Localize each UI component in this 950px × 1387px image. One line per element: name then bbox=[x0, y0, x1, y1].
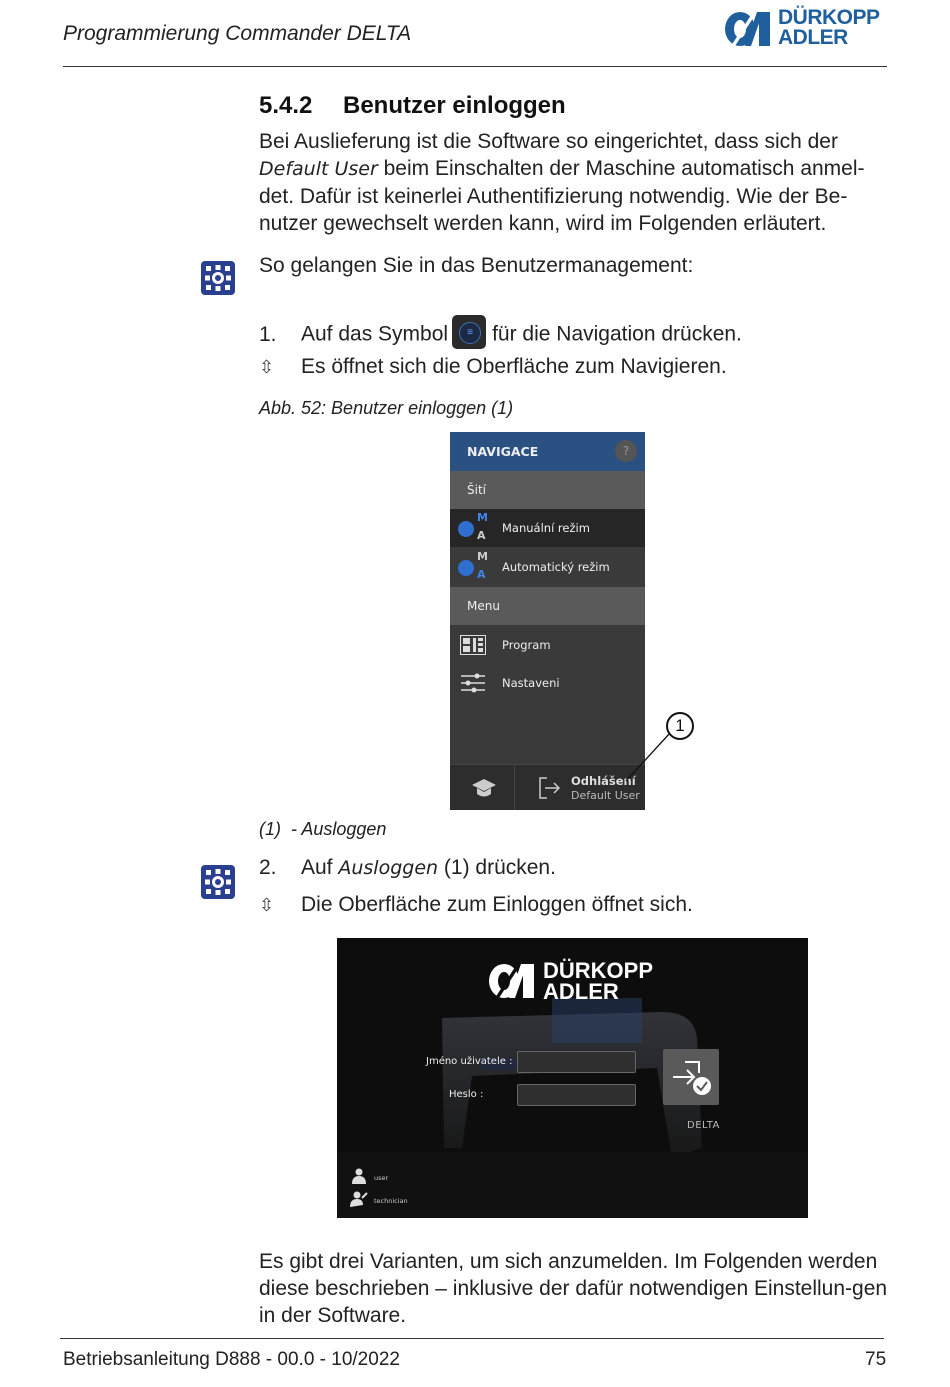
nav-item-label: Nastaveni bbox=[502, 676, 560, 690]
intro-paragraph bbox=[259, 128, 889, 237]
header-rule bbox=[63, 66, 887, 67]
lead-text: So gelangen Sie in das Benutzermanagement: bbox=[259, 254, 694, 277]
callout-number: 1 bbox=[666, 712, 694, 740]
delta-brand: DELTA bbox=[687, 1120, 720, 1131]
result-arrow-icon: ⇳ bbox=[259, 895, 275, 915]
step-1-result-text: Es öffnet sich die Oberfläche zum Navigieren. bbox=[301, 355, 727, 378]
logo-text-line1: DÜRKOPP bbox=[778, 6, 880, 29]
login-screenshot bbox=[337, 938, 808, 1218]
page-number: 75 bbox=[865, 1349, 887, 1370]
nav-item-program[interactable] bbox=[450, 626, 645, 664]
login-logo-line2: ADLER bbox=[543, 979, 619, 1004]
section-heading bbox=[259, 92, 566, 120]
nav-item-label: Program bbox=[502, 638, 551, 652]
logo-mark-icon bbox=[723, 8, 775, 50]
login-button[interactable] bbox=[663, 1049, 719, 1105]
operator-panel-icon bbox=[200, 260, 236, 296]
section-title: Benutzer einloggen bbox=[343, 92, 566, 119]
nav-section-label: Menu bbox=[467, 599, 500, 613]
legend-number: (1) bbox=[259, 819, 281, 839]
section-number: 5.4.2 bbox=[259, 92, 313, 119]
username-input[interactable] bbox=[517, 1051, 636, 1073]
login-logo-line1: DÜRKOPP bbox=[543, 958, 654, 983]
step-2-result bbox=[259, 893, 693, 917]
step-1 bbox=[259, 318, 742, 352]
settings-sliders-icon bbox=[461, 673, 485, 693]
mode-icon: M A bbox=[458, 511, 494, 545]
help-icon[interactable]: ? bbox=[615, 440, 637, 462]
step-2-number: 2. bbox=[259, 856, 277, 879]
logo-text-line2: ADLER bbox=[778, 26, 848, 49]
result-arrow-icon: ⇳ bbox=[259, 357, 275, 377]
user-item-user[interactable]: user bbox=[374, 1174, 389, 1182]
step-1-text-before: Auf das Symbol bbox=[301, 322, 449, 346]
nav-item-label: Manuální režim bbox=[502, 521, 590, 535]
step-2 bbox=[259, 856, 556, 880]
running-header-title: Programmierung Commander DELTA bbox=[63, 22, 412, 45]
figure-caption: Abb. 52: Benutzer einloggen (1) bbox=[259, 398, 514, 418]
logout-label: Odhlášení bbox=[571, 774, 636, 788]
logout-user: Default User bbox=[571, 789, 640, 802]
username-label: Jméno uživatele : bbox=[426, 1056, 513, 1067]
login-logo-mark-icon bbox=[487, 960, 539, 1002]
intro-text-2: beim Einschalten der Maschine automatisch anmel-det. Dafür ist keinerlei Authentifizierung notwendig. Wie der Be-nutzer gewechselt werden kann, wird im Folgenden erläutert. bbox=[259, 157, 865, 235]
nav-header bbox=[450, 432, 645, 471]
legend-text: - Ausloggen bbox=[291, 819, 387, 839]
step-2-italic: Ausloggen bbox=[338, 857, 439, 879]
nav-item-settings[interactable] bbox=[450, 664, 645, 702]
step-2-result-text: Die Oberfläche zum Einloggen öffnet sich. bbox=[301, 893, 693, 916]
operator-panel-icon bbox=[200, 864, 236, 900]
step-2-text-before: Auf bbox=[301, 856, 339, 879]
step-1-number: 1. bbox=[259, 322, 277, 346]
intro-text-1: Bei Auslieferung ist die Software so eingerichtet, dass sich der bbox=[259, 130, 838, 153]
nav-section-label: Šití bbox=[467, 483, 486, 497]
nav-item-label: Automatický režim bbox=[502, 560, 610, 574]
password-label: Heslo : bbox=[449, 1089, 484, 1100]
footer-document-id: Betriebsanleitung D888 - 00.0 - 10/2022 bbox=[63, 1349, 400, 1370]
footer-rule bbox=[60, 1338, 884, 1339]
program-icon bbox=[460, 635, 486, 655]
logout-icon bbox=[538, 777, 560, 799]
navigation-symbol-icon: ≡ bbox=[452, 315, 486, 349]
step-2-text-after: (1) drücken. bbox=[438, 856, 556, 879]
intro-italic: Default User bbox=[259, 158, 378, 180]
nav-bottom-bar bbox=[450, 764, 645, 810]
nav-section-menu bbox=[450, 587, 645, 625]
nav-item-automatic[interactable] bbox=[450, 548, 645, 586]
mode-icon: M A bbox=[458, 550, 494, 584]
duerkopp-adler-logo bbox=[723, 8, 893, 50]
user-list-area bbox=[337, 1152, 808, 1218]
login-logo-text bbox=[543, 960, 653, 1002]
login-icon bbox=[671, 1059, 713, 1097]
step-1-text-after: für die Navigation drücken. bbox=[492, 322, 742, 346]
user-item-technician[interactable]: technician bbox=[374, 1197, 408, 1205]
nav-item-manual[interactable] bbox=[450, 509, 645, 547]
step-1-result bbox=[259, 355, 727, 379]
password-input[interactable] bbox=[517, 1084, 636, 1106]
user-icon[interactable] bbox=[350, 1168, 368, 1184]
figure-legend bbox=[259, 819, 386, 840]
closing-paragraph: Es gibt drei Varianten, um sich anzumelden. Im Folgenden werden diese beschrieben – inklusive der dafür notwendigen Einstellun-gen in der Software. bbox=[259, 1250, 888, 1327]
graduation-cap-icon[interactable] bbox=[472, 778, 496, 798]
nav-section-siti bbox=[450, 471, 645, 509]
navigation-screenshot bbox=[450, 432, 645, 810]
technician-icon[interactable] bbox=[350, 1191, 368, 1207]
nav-title: NAVIGACE bbox=[467, 444, 539, 459]
